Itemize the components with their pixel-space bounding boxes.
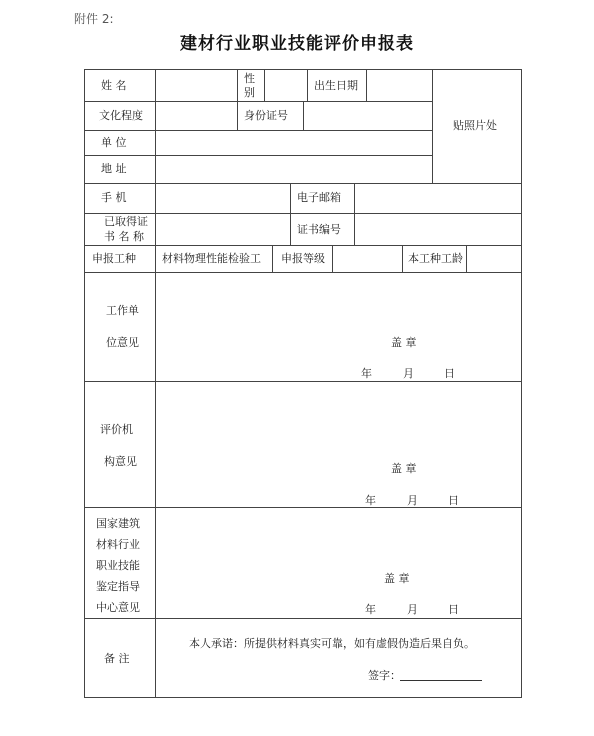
- certificate-label-1: 已取得证: [104, 215, 148, 228]
- signature-label: 签字：: [368, 669, 401, 682]
- id-number-label: 身份证号: [244, 109, 288, 122]
- center-opinion-label-3: 职业技能: [96, 559, 140, 572]
- level-label: 申报等级: [281, 252, 325, 265]
- employer-month-label: 月: [403, 367, 414, 380]
- center-opinion-label-2: 材料行业: [96, 538, 140, 551]
- pledge-text: 本人承诺：所提供材料真实可靠，如有虚假伪造后果自负。: [189, 637, 475, 650]
- employer-year-label: 年: [361, 367, 372, 380]
- employer-label: 单 位: [101, 136, 127, 149]
- center-seal-label: 盖 章: [384, 572, 410, 585]
- job-type-label: 申报工种: [92, 252, 136, 265]
- address-label: 地 址: [101, 162, 127, 175]
- assessor-month-label: 月: [407, 494, 418, 507]
- center-opinion-label-1: 国家建筑: [96, 517, 140, 530]
- assessor-opinion-label-2: 构意见: [104, 455, 137, 468]
- name-label: 姓 名: [101, 79, 127, 92]
- center-opinion-label-5: 中心意见: [96, 601, 140, 614]
- education-label: 文化程度: [99, 109, 143, 122]
- center-opinion-label-4: 鉴定指导: [96, 580, 140, 593]
- form-title: 建材行业职业技能评价申报表: [180, 34, 414, 54]
- mobile-label: 手 机: [101, 191, 127, 204]
- assessor-day-label: 日: [448, 494, 459, 507]
- gender-label-1: 性: [244, 72, 255, 85]
- assessor-opinion-label-1: 评价机: [100, 423, 133, 436]
- center-year-label: 年: [365, 603, 376, 616]
- employer-opinion-label-2: 位意见: [106, 336, 139, 349]
- gender-label-2: 别: [244, 86, 255, 99]
- employer-seal-label: 盖 章: [391, 336, 417, 349]
- signature-line[interactable]: [400, 680, 482, 681]
- photo-placeholder-label: 贴照片处: [453, 119, 497, 132]
- assessor-seal-label: 盖 章: [391, 462, 417, 475]
- birth-date-label: 出生日期: [314, 79, 358, 92]
- seniority-label: 本工种工龄: [408, 252, 463, 265]
- certificate-number-label: 证书编号: [297, 223, 341, 236]
- center-day-label: 日: [448, 603, 459, 616]
- attachment-label: 附件 2:: [74, 12, 114, 26]
- remarks-label: 备 注: [104, 652, 130, 665]
- certificate-label-2: 书 名 称: [104, 230, 144, 243]
- job-type-value: 材料物理性能检验工: [162, 252, 261, 265]
- center-month-label: 月: [407, 603, 418, 616]
- email-label: 电子邮箱: [297, 191, 341, 204]
- employer-opinion-label-1: 工作单: [106, 304, 139, 317]
- employer-day-label: 日: [444, 367, 455, 380]
- assessor-year-label: 年: [365, 494, 376, 507]
